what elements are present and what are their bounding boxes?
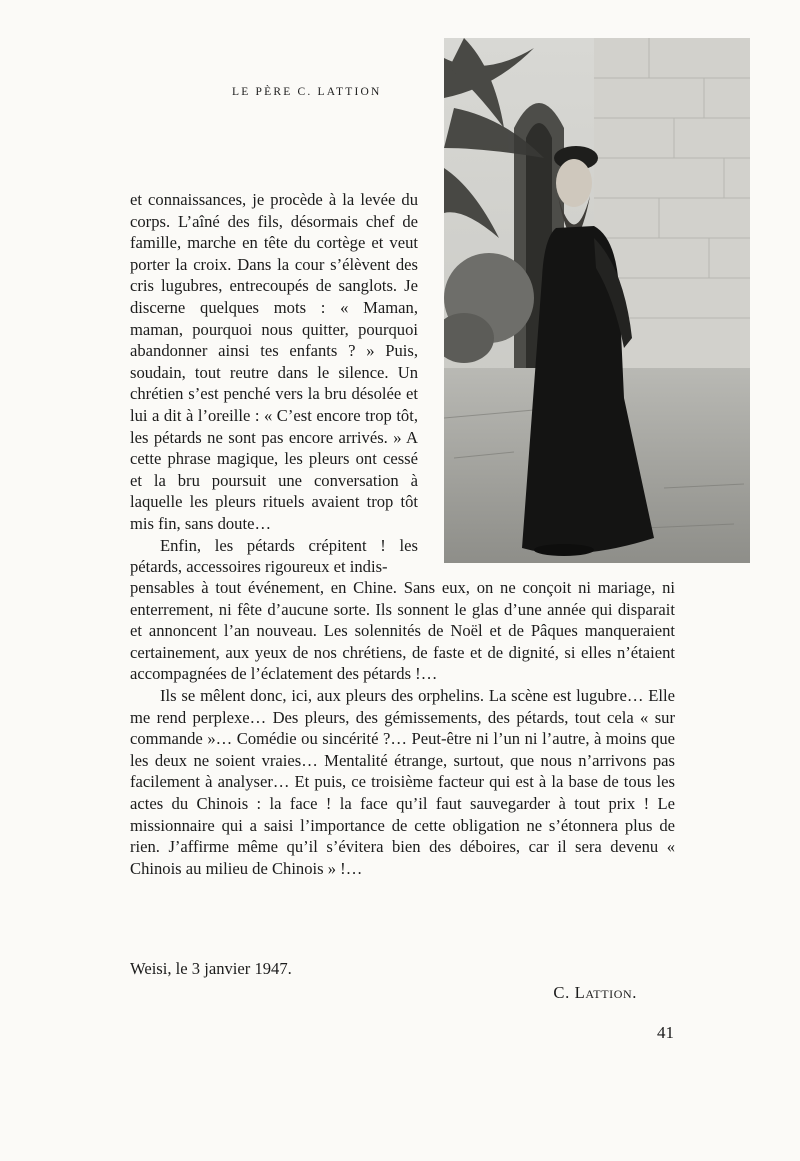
paragraph-2-continued: pensables à tout événement, en Chine. Sans eux, on ne conçoit ni mariage, ni enterrement, ni fête d’aucune sorte. Ils sonnent le glas d’une année qui disparait et annoncent l’an nouveau. Les solennités de Noël et de Pâques manqueraient certainement, aux yeux de nos chrétiens, de faste et de dignité, si elles n’étaient accompagnées de l’éclatement des pétards !… xyxy=(130,578,675,684)
paragraph-2-start: Enfin, les pétards crépitent ! les pétards, accessoires rigoureux et indis- xyxy=(130,535,418,577)
paragraph-3: Ils se mêlent donc, ici, aux pleurs des orphelins. La scène est lugubre… Elle me rend perplexe… Des pleurs, des gémissements, des pétards, tout cela « sur commande »… Comédie ou sincérité ?… Peut-être ni l’un ni l’autre, à moins que les deux ne soient vraies… Mentalité étrange, surtout, que nous n’arrivons pas facilement à analyser… Et puis, ce troisième facteur qui est à la base de tous les actes du Chinois : la face ! la face qu’il faut sauvegarder à tout prix ! Le missionnaire qui a saisi l’importance de cette obligation ne s’étonnera plus de rien. J’affirme même qu’il s’évitera bien des déboires, car il sera devenu « Chinois au milieu de Chinois » !… xyxy=(130,685,675,878)
photo-priest xyxy=(444,38,750,563)
author-signature: C. Lattion. xyxy=(553,983,637,1002)
paragraph-1: et connaissances, je procède à la levée du corps. L’aîné des fils, désormais chef de famille, marche en tête du cortège et veut porter la croix. Dans la cour s’élèvent des cris lugubres, entrecoupés de sanglots. Je discerne quelques mots : « Maman, maman, pourquoi nous quitter, pourquoi abandonner ainsi tes enfants ? » Puis, soudain, tout reutre dans le silence. Un chrétien s’est penché vers la bru désolée et lui a dit à l’oreille : « C’est encore trop tôt, les pétards ne sont pas encore arrivés. » A cette phrase magique, les pleurs ont cessé et la bru poursuit une conversation à laquelle les pleurs rituels avaient trop tôt mis fin, sans doute… xyxy=(130,190,418,533)
photo-illustration xyxy=(444,38,750,563)
page-number: 41 xyxy=(657,1023,674,1042)
dateline: Weisi, le 3 janvier 1947. xyxy=(130,959,292,978)
running-head: LE PÈRE C. LATTION xyxy=(232,86,382,98)
body-text-full-width xyxy=(130,577,675,879)
body-text-narrow-column xyxy=(130,189,418,578)
